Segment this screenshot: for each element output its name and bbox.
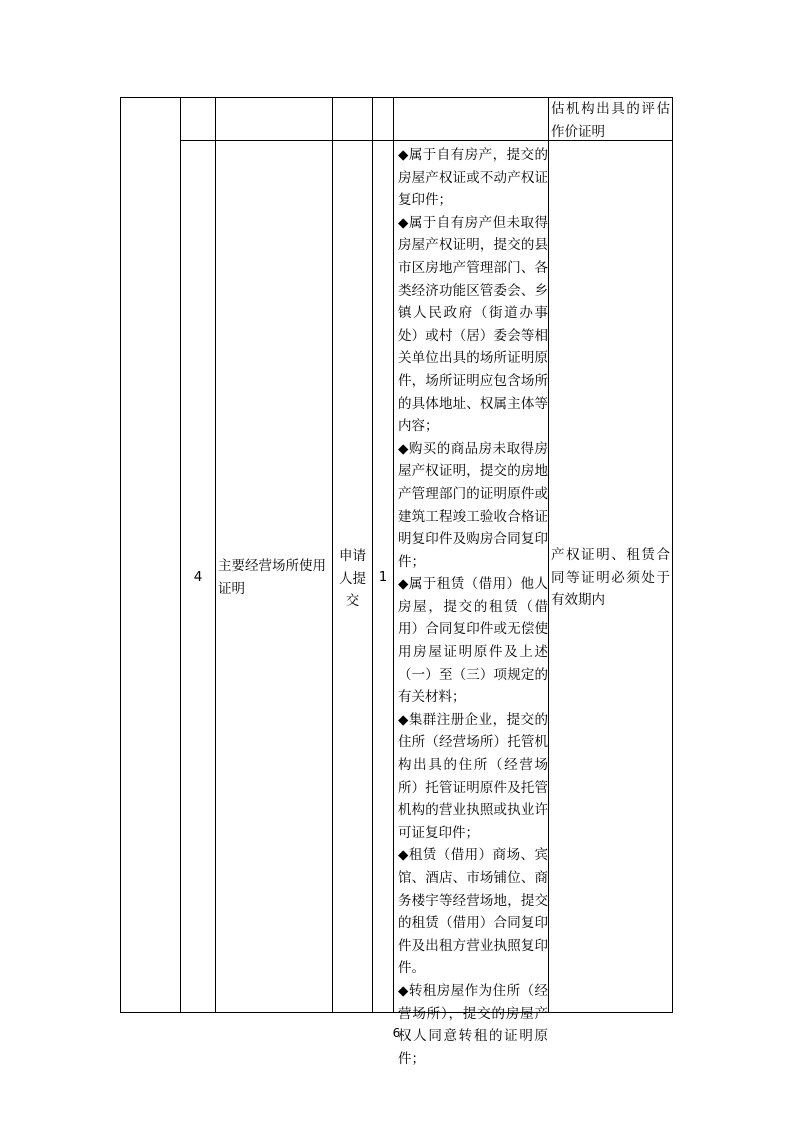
material-source: 申请人提交	[339, 548, 366, 610]
col-line-1	[120, 97, 121, 1013]
requirement-item: ◆集群注册企业，提交的住所（经营场所）托管机构出具的住所（经营场所）托管证明原件及托管机构的营业执照或执业许可证复印件；	[398, 711, 548, 841]
page-number: 6	[392, 1026, 401, 1040]
col-line-4	[332, 97, 333, 1013]
col-line-7	[548, 97, 549, 1013]
requirement-item: ◆属于租赁（借用）他人房屋，提交的租赁（借用）合同复印件或无偿使用房屋证明原件及上述（一）至（三）项规定的有关材料；	[398, 576, 548, 706]
validity-note: 产权证明、租赁合同等证明必须处于有效期内	[551, 547, 670, 609]
requirement-item: ◆属于自有房产，提交的房屋产权证或不动产权证复印件；	[398, 147, 548, 209]
col-line-6	[393, 97, 394, 1013]
requirement-item: ◆购买的商品房未取得房屋产权证明，提交的房地产管理部门的证明原件或建筑工程竣工验收合格证明复印件及购房合同复印件；	[398, 440, 548, 570]
copies-count: 1	[378, 569, 388, 585]
row-number: 4	[193, 569, 203, 585]
row-line-bottom	[120, 1012, 673, 1013]
requirement-item: ◆租赁（借用）商场、宾馆、酒店、市场铺位、商务楼宇等经营场地，提交的租赁（借用）合同复印件及出租方营业执照复印件。	[398, 847, 548, 977]
material-name: 主要经营场所使用证明	[218, 558, 326, 597]
requirement-item: ◆属于自有房产但未取得房屋产权证明，提交的县市区房地产管理部门、各类经济功能区管委会、乡镇人民政府（街道办事处）或村（居）委会等相关单位出具的场所证明原件，场所证明应包含场所的具体地址、权属主体等内容；	[398, 214, 548, 435]
col-line-8	[672, 97, 673, 1013]
col-line-5	[372, 97, 373, 1013]
col-line-3	[215, 97, 216, 1013]
col-line-2	[180, 97, 181, 1013]
requirements-list	[398, 144, 548, 1070]
top-row-note: 估机构出具的评估作价证明	[551, 101, 670, 140]
requirement-item: ◆转租房屋作为住所（经营场所），提交的房屋产权人同意转租的证明原件；	[398, 982, 548, 1067]
